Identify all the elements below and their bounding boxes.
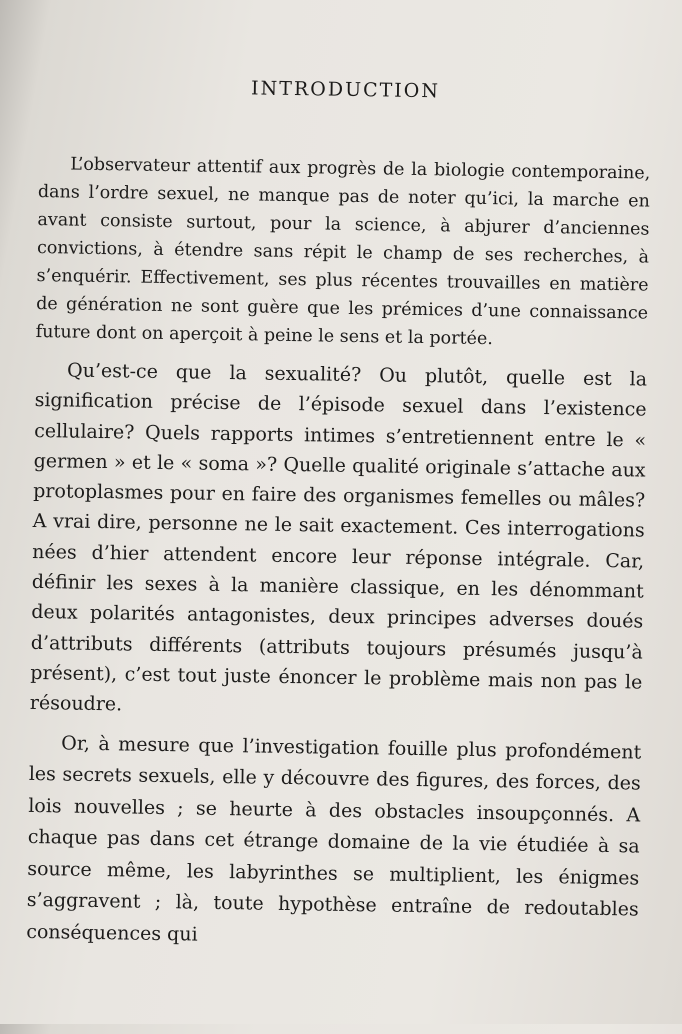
paragraph-3: Or, à mesure que l’investigation fouille plus profondément les secrets sexuels, elle y découvre des figures, des forces, des lois nouvelles ; se heurte à des obstacles insoupçonnés. A chaque pas dans cet étrange domaine de la vie étudiée à sa source même, les labyrinthes se multiplient, les énigmes s’aggravent ; là, toute hypothèse entraîne de redoutables conséquences qui xyxy=(26,731,642,946)
book-page xyxy=(25,60,652,1033)
chapter-heading: INTRODUCTION xyxy=(250,77,441,103)
paragraph-2: Qu’est-ce que la sexualité? Ou plutôt, quelle est la signification précise de l’épisode sexuel dans l’existence cellulaire? Quels rapports intimes s’entretiennent entre le « germen » et le « soma »? Quelle qualité originale s’attache aux protoplasmes pour en faire des organismes femelles ou mâles? A vrai dire, personne ne le sait exactement. Ces interrogations nées d’hier attendent encore leur réponse intégrale. Car, définir les sexes à la manière classique, en les dénommant deux polarités antagonistes, deux principes adverses doués d’attributs différents (attributs toujours présumés jusqu’à présent), c’est tout juste énoncer le problème mais non pas le résoudre. xyxy=(29,359,648,716)
paragraph-1: L’observateur attentif aux progrès de la biologie contemporaine, dans l’ordre sexuel, ne manque pas de noter qu’ici, la marche en avant consiste surtout, pour la science, à abjurer d’anciennes convictions, à étendre sans répit le champ de ses recherches, à s’enquérir. Effectivement, ses plus récentes trouvailles en matière de génération ne sont guère que les prémices d’une connaissance future dont on aperçoit à peine le sens et la portée. xyxy=(35,154,651,350)
